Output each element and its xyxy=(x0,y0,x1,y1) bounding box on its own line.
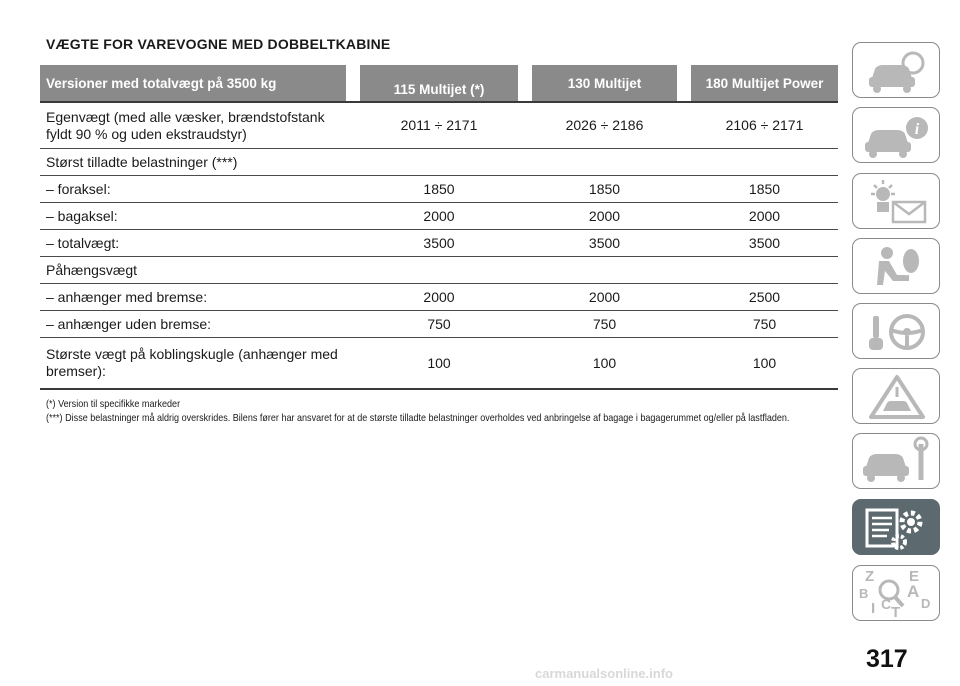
tab-technical-data[interactable] xyxy=(852,499,940,555)
index-letter: A xyxy=(907,582,920,601)
row-label: – foraksel: xyxy=(46,180,111,197)
index-letter: Z xyxy=(865,568,875,585)
footnote-text: Disse belastninger må aldrig overskrides. Bilens fører har ansvaret for at de største tilladte belastninger overholdes ved anbringelse af bagage i bagagerummet og/eller på lastfladen. xyxy=(65,412,790,424)
footnotes xyxy=(46,397,835,425)
tab-index[interactable] xyxy=(852,565,940,621)
row-value: 2000 xyxy=(423,207,455,224)
page-number: 317 xyxy=(866,645,908,673)
row-value: 2026 ÷ 2186 xyxy=(565,117,644,133)
row-value: 2000 xyxy=(748,207,781,224)
row-value: 3500 xyxy=(748,234,781,251)
header-130-multijet: 130 Multijet xyxy=(532,65,677,101)
tab-starting[interactable] xyxy=(852,303,940,359)
car-service-wrench-icon xyxy=(853,434,941,490)
technical-data-gear-icon xyxy=(853,500,941,556)
index-letter: B xyxy=(859,586,869,601)
row-value: 2000 xyxy=(588,207,621,224)
index-letter: C xyxy=(881,596,892,612)
row-value: 3500 xyxy=(423,234,455,251)
header-115-multijet: 115 Multijet (*) xyxy=(360,65,518,101)
table-row xyxy=(40,338,838,390)
row-value: 750 xyxy=(752,315,777,332)
row-label: Påhængsvægt xyxy=(46,261,138,278)
row-value: 2011 ÷ 2171 xyxy=(400,117,478,133)
row-value: 1850 xyxy=(423,180,455,197)
header-versions: Versioner med totalvægt på 3500 kg xyxy=(40,65,346,101)
row-label: Egenvægt (med alle væsker, brændstofstank fyldt 90 % og uden ekstraudstyr) xyxy=(46,108,325,142)
row-label: – anhænger uden bremse: xyxy=(46,315,211,332)
row-label: – anhænger med bremse: xyxy=(46,288,208,305)
seat-airbag-icon xyxy=(853,239,941,295)
key-steering-wheel-icon xyxy=(853,304,941,360)
row-value: 2000 xyxy=(423,288,455,305)
row-value: 1850 xyxy=(588,180,621,197)
index-letter: I xyxy=(871,600,876,617)
tab-emergency[interactable] xyxy=(852,368,940,424)
tab-warning-lights[interactable] xyxy=(852,173,940,229)
footnote-marker: (*) xyxy=(46,398,56,410)
watermark: carmanualsonline.info xyxy=(535,666,673,681)
index-letter: E xyxy=(909,568,920,585)
table-row xyxy=(40,103,838,149)
emergency-triangle-icon xyxy=(853,369,941,425)
warning-light-message-icon xyxy=(853,174,941,230)
footnote xyxy=(46,397,835,411)
tab-car-info[interactable] xyxy=(852,107,940,163)
magnifier-icon xyxy=(853,566,941,622)
row-value: 3500 xyxy=(588,234,621,251)
car-info-icon xyxy=(853,108,941,164)
tab-safety[interactable] xyxy=(852,238,940,294)
table-row xyxy=(40,257,838,284)
row-value: 100 xyxy=(427,354,451,371)
row-value: 1850 xyxy=(748,180,781,197)
svg-text:i: i xyxy=(914,121,920,138)
header-180-multijet-power: 180 Multijet Power xyxy=(691,65,838,101)
table-row xyxy=(40,203,838,230)
table-row xyxy=(40,230,838,257)
index-letter: D xyxy=(921,596,931,611)
table-row xyxy=(40,176,838,203)
page-title: VÆGTE FOR VAREVOGNE MED DOBBELTKABINE xyxy=(46,36,391,52)
row-value: 100 xyxy=(592,354,617,371)
table-row xyxy=(40,311,838,338)
footnote-text: Version til specifikke markeder xyxy=(58,398,181,410)
row-value: 2000 xyxy=(588,288,621,305)
footnote xyxy=(46,411,835,425)
footnote-marker: (***) xyxy=(46,412,63,424)
row-label: Størst tilladte belastninger (***) xyxy=(46,153,238,170)
table-row xyxy=(40,149,838,176)
row-value: 750 xyxy=(592,315,617,332)
row-label: – bagaksel: xyxy=(46,207,118,224)
row-label: – totalvægt: xyxy=(46,234,120,251)
tab-dashboard[interactable] xyxy=(852,42,940,98)
row-value: 750 xyxy=(427,315,451,332)
index-letter: T xyxy=(891,604,901,621)
car-dashboard-icon xyxy=(853,43,941,99)
row-value: 2106 ÷ 2171 xyxy=(725,117,804,133)
row-label: Største vægt på koblingskugle (anhænger med bremser): xyxy=(46,346,338,379)
row-value: 2500 xyxy=(748,288,781,305)
weights-table xyxy=(40,65,838,390)
table-header xyxy=(40,65,838,103)
row-value: 100 xyxy=(752,354,777,371)
tab-maintenance[interactable] xyxy=(852,433,940,489)
table-row xyxy=(40,284,838,311)
